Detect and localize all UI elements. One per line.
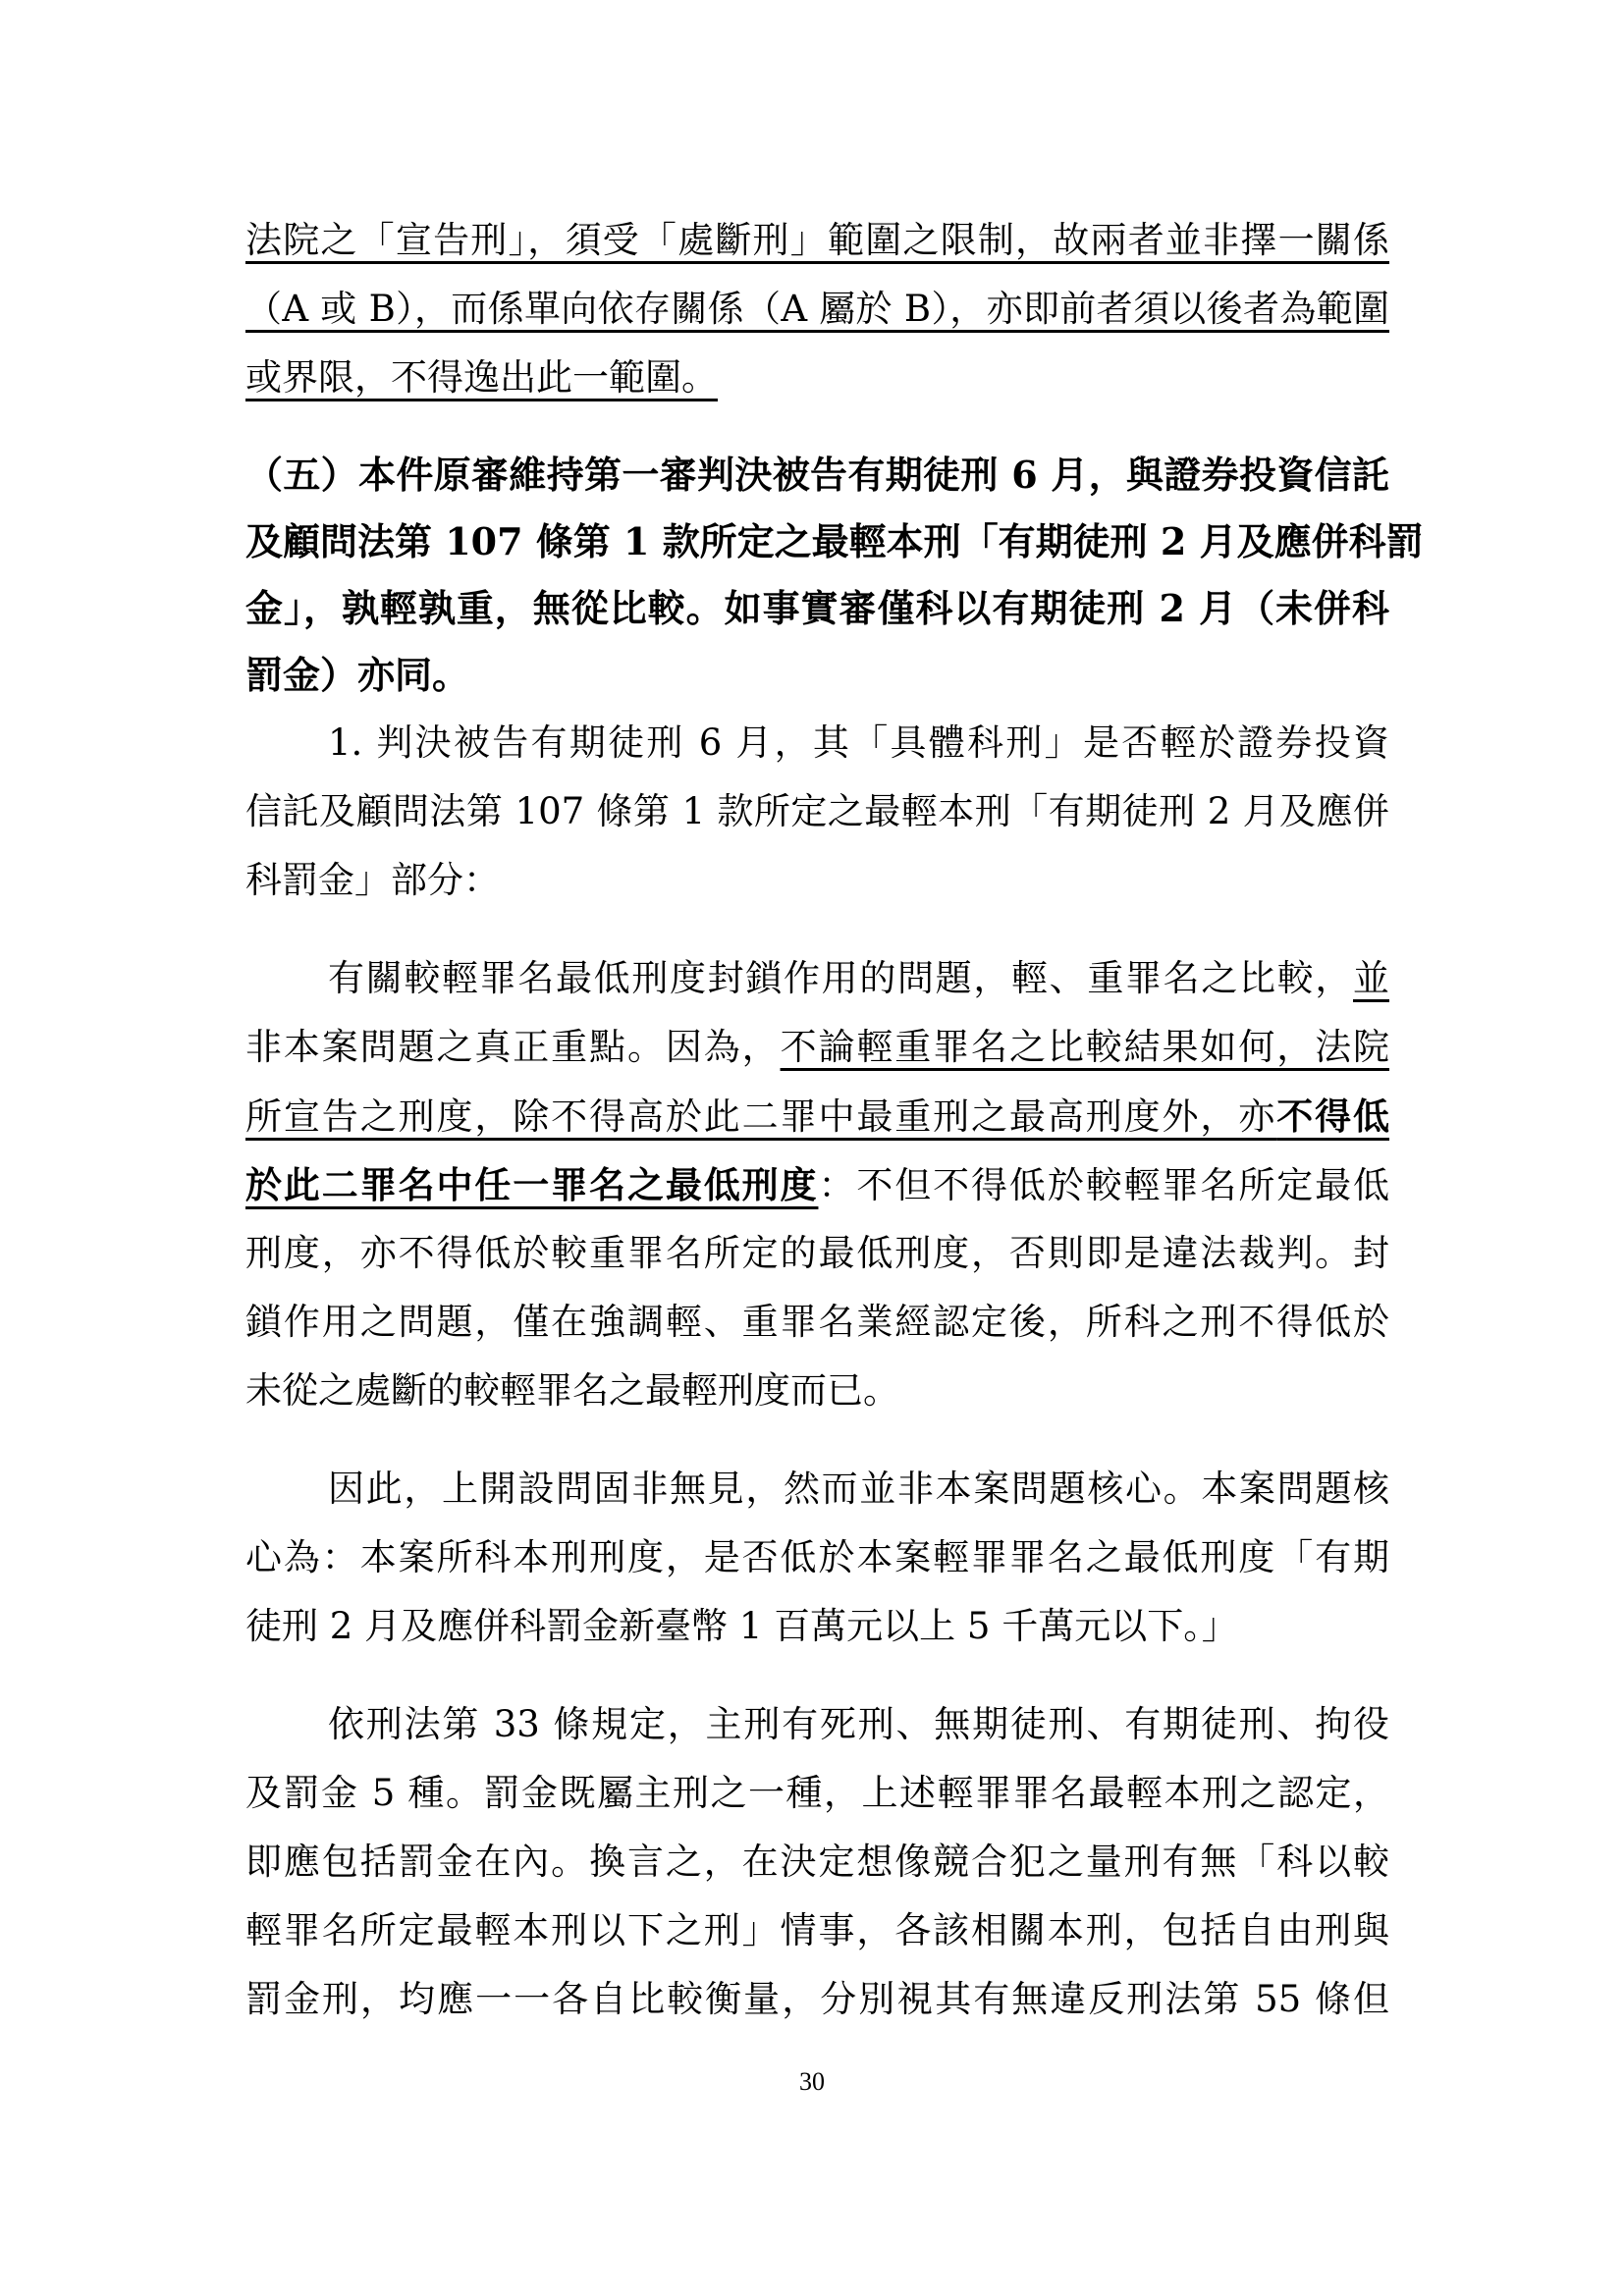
text-line [245, 1357, 1389, 1425]
document-body [245, 206, 1424, 2034]
text-line [245, 344, 1389, 412]
text-segment: 及罰金 5 種。罰金既屬主刑之一種，上述輕罪罪名最輕本刑之認定， [245, 1772, 1389, 1814]
text-segment: 輕罪名所定最輕本刑以下之刑」情事，各該相關本刑，包括自由刑與 [245, 1909, 1389, 1951]
text-line [245, 709, 1389, 777]
underlined-text: 不論輕重罪名之比較結果如何，法院 [780, 1026, 1390, 1068]
text-segment: 科罰金」部分： [245, 859, 500, 901]
text-line [245, 1690, 1389, 1759]
text-segment: 1. 判決被告有期徒刑 6 月，其「具體科刑」是否輕於證券投資 [328, 721, 1389, 764]
text-line [245, 1455, 1389, 1523]
text-segment: ：不但不得低於較輕罪名所定最低 [818, 1164, 1390, 1206]
text-line [245, 1523, 1389, 1592]
text-segment: 金」，孰輕孰重，無從比較。如事實審僅科以有期徒刑 2 月（未併科 [245, 586, 1389, 630]
text-segment: 有關較輕罪名最低刑度封鎖作用的問題，輕、重罪名之比較， [328, 957, 1353, 999]
text-line [245, 1965, 1389, 2034]
underlined-text: （A 或 B），而係單向依存關係（A 屬於 B），亦即前者須以後者為範圍 [245, 288, 1389, 330]
text-segment: 即應包括罰金在內。換言之，在決定想像競合犯之量刑有無「科以較 [245, 1841, 1389, 1883]
text-segment: 未從之處斷的較輕罪名之最輕刑度而已。 [245, 1369, 899, 1412]
text-segment: 鎖作用之問題，僅在強調輕、重罪名業經認定後，所科之刑不得低於 [245, 1301, 1389, 1343]
text-segment: 徒刑 2 月及應併科罰金新臺幣 1 百萬元以上 5 千萬元以下。」 [245, 1605, 1238, 1647]
text-line [245, 642, 1389, 709]
text-segment: 非本案問題之真正重點。因為， [245, 1026, 781, 1068]
text-segment: 因此，上開設問固非無見，然而並非本案問題核心。本案問題核 [328, 1468, 1389, 1510]
underlined-text: 或界限，不得逸出此一範圍。 [245, 356, 718, 399]
numbered-item [245, 709, 1389, 915]
text-line [245, 206, 1389, 275]
underlined-text: 並 [1353, 957, 1389, 999]
text-line [245, 944, 1389, 1013]
text-segment: （五）本件原審維持第一審判決被告有期徒刑 6 月，與證券投資信託 [245, 453, 1389, 497]
text-line [245, 1013, 1389, 1082]
text-segment: 心為：本案所科本刑刑度，是否低於本案輕罪罪名之最低刑度「有期 [245, 1536, 1389, 1578]
text-line [245, 1082, 1389, 1150]
text-line [245, 1828, 1389, 1896]
text-line [245, 575, 1389, 642]
paragraph [245, 206, 1389, 412]
underlined-text: 法院之「宣告刑」，須受「處斷刑」範圍之限制，故兩者並非擇一關係 [245, 219, 1389, 261]
paragraph [245, 1690, 1389, 2034]
page-number: 30 [799, 2067, 825, 2096]
text-segment: 罰金刑，均應一一各自比較衡量，分別視其有無違反刑法第 55 條但 [245, 1978, 1389, 2020]
text-segment: 刑度，亦不得低於較重罪名所定的最低刑度，否則即是違法裁判。封 [245, 1232, 1389, 1274]
text-line [245, 508, 1424, 575]
text-line [245, 1288, 1389, 1357]
text-line [245, 1592, 1389, 1661]
text-line [245, 1896, 1389, 1965]
underlined-text: 不得低 [1276, 1095, 1390, 1138]
text-line [245, 1759, 1389, 1828]
text-line [245, 1219, 1389, 1288]
paragraph [245, 944, 1389, 1425]
text-segment: 及顧問法第 107 條第 1 款所定之最輕本刑「有期徒刑 2 月及應併科罰 [245, 519, 1424, 563]
paragraph [245, 1455, 1389, 1661]
section-heading [245, 442, 1424, 709]
text-line [245, 442, 1389, 508]
underlined-text: 所宣告之刑度，除不得高於此二罪中最重刑之最高刑度外，亦 [245, 1095, 1277, 1138]
text-segment: 依刑法第 33 條規定，主刑有死刑、無期徒刑、有期徒刑、拘役 [328, 1703, 1389, 1745]
text-line [245, 777, 1389, 846]
text-line [245, 1150, 1389, 1219]
text-line [245, 846, 1389, 915]
underlined-text: 於此二罪名中任一罪名之最低刑度 [245, 1163, 819, 1206]
text-line [245, 275, 1389, 344]
text-segment: 罰金）亦同。 [245, 653, 470, 697]
text-segment: 信託及顧問法第 107 條第 1 款所定之最輕本刑「有期徒刑 2 月及應併 [245, 790, 1389, 832]
